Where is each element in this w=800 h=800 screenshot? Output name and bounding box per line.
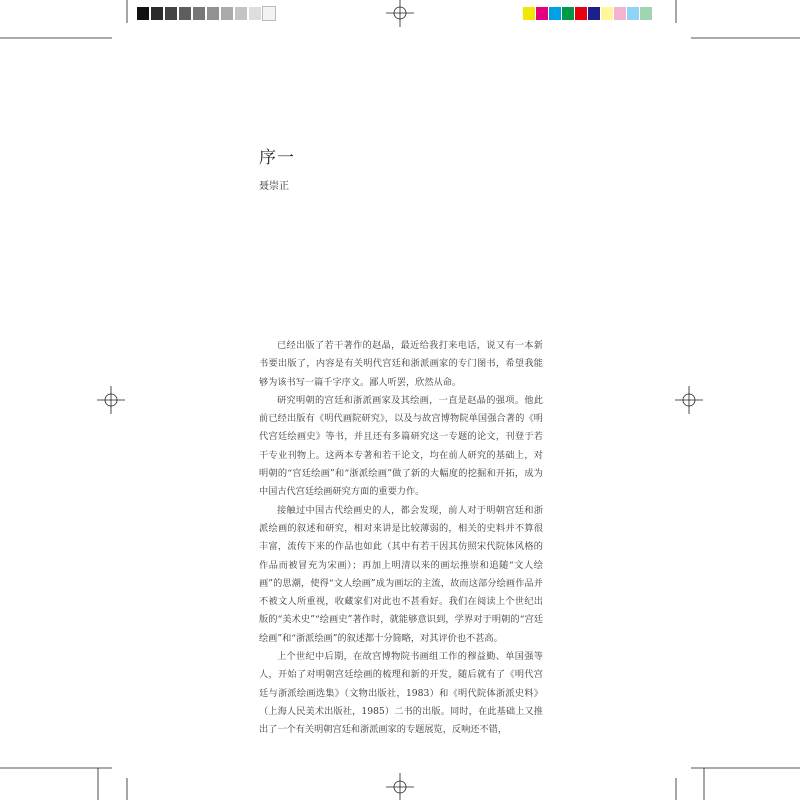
- color-swatch: [249, 7, 261, 20]
- paragraph-1: 已经出版了若干著作的赵晶，最近给我打来电话，说又有一本新书要出版了，内容是有关明代宫廷和浙派画家的专门图书，希望我能够为该书写一篇千字序文。鄙人听罢，欣然从命。: [259, 340, 543, 388]
- color-swatch: [588, 7, 600, 20]
- color-swatch: [137, 7, 149, 20]
- color-swatch: [562, 7, 574, 20]
- paragraph-2: 研究明朝的宫廷和浙派画家及其绘画，一直是赵晶的强项。他此前已经出版有《明代画院研究》，以及与故宫博物院单国强合著的《明代宫廷绘画史》等书，并且还有多篇研究这一专题的论文，刊登于若干专业刊物上。这两本专著和若干论文，均在前人研究的基础上，对明朝的“宫廷绘画”和“浙派绘画”做了新的大幅度的挖掘和开拓，成为中国古代宫廷绘画研究方面的重要力作。: [259, 394, 543, 498]
- registration-mark-right: [675, 386, 703, 414]
- trim-mark-top-right: [676, 0, 800, 38]
- color-swatch: [235, 7, 247, 20]
- trim-mark-bottom-left: [0, 768, 127, 800]
- color-swatch: [549, 7, 561, 20]
- color-swatch: [614, 7, 626, 20]
- color-swatch: [627, 7, 639, 20]
- body-text: [259, 337, 543, 740]
- color-swatch: [207, 7, 219, 20]
- trim-mark-bottom-right: [676, 768, 800, 800]
- color-swatch: [536, 7, 548, 20]
- paragraph-3: 接触过中国古代绘画史的人，都会发现，前人对于明朝宫廷和浙派绘画的叙述和研究，相对来讲是比较薄弱的，相关的史料并不算很丰富，流传下来的作品也如此（其中有若干因其仿照宋代院体风格的作品而被冒充为宋画）；再加上明清以来的画坛推崇和追随“文人绘画”的思潮，使得“文人绘画”成为画坛的主流，故而这部分绘画作品并不被文人所重视，收藏家们对此也不甚看好。我们在阅读上个世纪出版的“美术史”“绘画史”著作时，就能够意识到，学界对于明朝的“宫廷绘画”和“浙派绘画”的叙述都十分简略，对其评价也不甚高。: [259, 504, 543, 644]
- trim-mark-top-left: [0, 0, 127, 38]
- registration-mark-top: [386, 0, 414, 27]
- color-swatch: [575, 7, 587, 20]
- color-swatch: [221, 7, 233, 20]
- color-swatch: [165, 7, 177, 20]
- registration-mark-bottom: [386, 773, 414, 800]
- color-swatch: [193, 7, 205, 20]
- color-swatch: [640, 7, 652, 20]
- chapter-title: 序一: [259, 148, 295, 168]
- color-swatch: [179, 7, 191, 20]
- color-swatch: [601, 7, 613, 20]
- color-swatch: [263, 7, 275, 20]
- paragraph-4: 上个世纪中后期，在故宫博物院书画组工作的穆益勤、单国强等人，开始了对明朝宫廷绘画的梳理和新的开发，随后就有了《明代宫廷与浙派绘画选集》（文物出版社，1983）和《明代院体浙派史料》（上海人民美术出版社，1985）二书的出版。同时，在此基础上又推出了一个有关明朝宫廷和浙派画家的专题展览，反响还不错，: [259, 651, 543, 736]
- color-swatch: [151, 7, 163, 20]
- registration-mark-left: [97, 386, 125, 414]
- author-name: 聂崇正: [259, 181, 289, 192]
- color-swatch: [523, 7, 535, 20]
